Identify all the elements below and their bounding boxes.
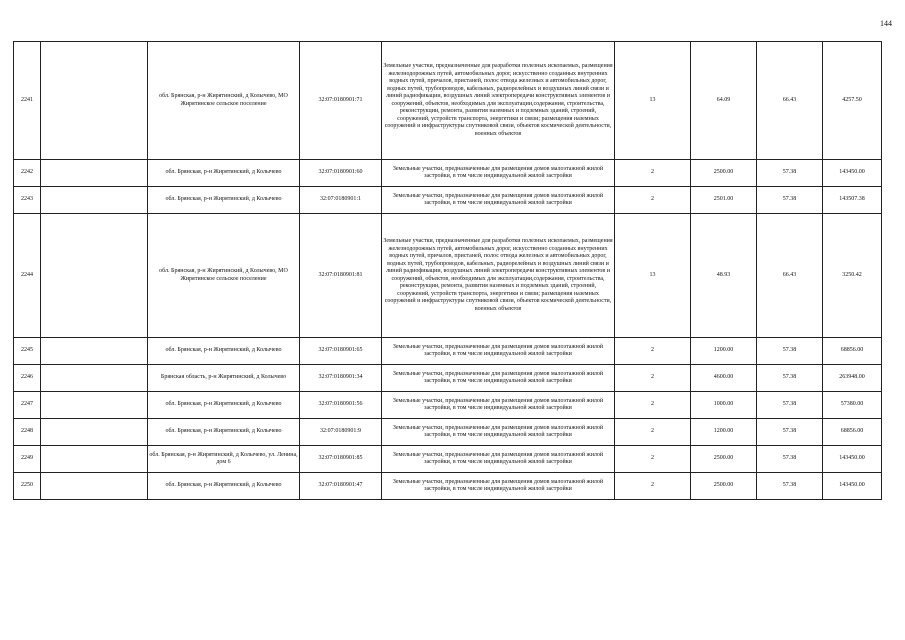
empty-cell: [41, 419, 148, 446]
price-cell: 57.38: [757, 446, 823, 473]
cadastral-number-cell: 32:07:0180901:85: [300, 446, 382, 473]
row-number: 2250: [14, 473, 41, 500]
address-cell: обл. Брянская, р-н Жирятинский, д Колычево: [148, 187, 300, 214]
cadastral-number-cell: 32:07:0180901:1: [300, 187, 382, 214]
land-use-cell: Земельные участки, предназначенные для размещения домов малоэтажной жилой застройки, в том числе индивидуальной жилой застройки: [382, 187, 615, 214]
price-cell: 57.38: [757, 338, 823, 365]
cost-cell: 68856.00: [823, 338, 882, 365]
address-cell: обл. Брянская, р-н Жирятинский, д Колычево, ул. Ленина, дом 6: [148, 446, 300, 473]
page-number: 144: [880, 19, 892, 28]
row-number: 2247: [14, 392, 41, 419]
empty-cell: [41, 187, 148, 214]
area-cell: 1000.00: [691, 392, 757, 419]
area-cell: 2500.00: [691, 473, 757, 500]
cadastral-number-cell: 32:07:0180901:56: [300, 392, 382, 419]
use-code-cell: 2: [615, 338, 691, 365]
cost-cell: 57380.00: [823, 392, 882, 419]
table-row: [14, 214, 882, 338]
empty-cell: [41, 473, 148, 500]
area-cell: 2501.00: [691, 187, 757, 214]
address-cell: обл. Брянская, р-н Жирятинский, д Колычево: [148, 473, 300, 500]
use-code-cell: 2: [615, 187, 691, 214]
table-row: [14, 365, 882, 392]
empty-cell: [41, 392, 148, 419]
empty-cell: [41, 42, 148, 160]
cadastral-number-cell: 32:07:0180901:34: [300, 365, 382, 392]
row-number: 2246: [14, 365, 41, 392]
land-use-cell: Земельные участки, предназначенные для размещения домов малоэтажной жилой застройки, в том числе индивидуальной жилой застройки: [382, 392, 615, 419]
row-number: 2249: [14, 446, 41, 473]
table-row: [14, 160, 882, 187]
price-cell: 57.38: [757, 392, 823, 419]
land-register-table: [13, 41, 882, 500]
table-row: [14, 42, 882, 160]
use-code-cell: 2: [615, 160, 691, 187]
address-cell: обл. Брянская, р-н Жирятинский, д Колычево: [148, 338, 300, 365]
area-cell: 2500.00: [691, 160, 757, 187]
price-cell: 57.38: [757, 187, 823, 214]
price-cell: 66.43: [757, 42, 823, 160]
land-use-cell: Земельные участки, предназначенные для размещения домов малоэтажной жилой застройки, в том числе индивидуальной жилой застройки: [382, 160, 615, 187]
land-use-cell: Земельные участки, предназначенные для размещения домов малоэтажной жилой застройки, в том числе индивидуальной жилой застройки: [382, 419, 615, 446]
land-use-cell: Земельные участки, предназначенные для размещения домов малоэтажной жилой застройки, в том числе индивидуальной жилой застройки: [382, 365, 615, 392]
area-cell: 1200.00: [691, 419, 757, 446]
area-cell: 4600.00: [691, 365, 757, 392]
cost-cell: 143450.00: [823, 473, 882, 500]
cost-cell: 68856.00: [823, 419, 882, 446]
area-cell: 48.93: [691, 214, 757, 338]
cadastral-number-cell: 32:07:0180901:9: [300, 419, 382, 446]
table-row: [14, 187, 882, 214]
use-code-cell: 2: [615, 365, 691, 392]
empty-cell: [41, 214, 148, 338]
row-number: 2244: [14, 214, 41, 338]
cadastral-number-cell: 32:07:0180901:65: [300, 338, 382, 365]
address-cell: обл. Брянская, р-н Жирятинский, д Колычево, МО Жирятинское сельское поселение: [148, 214, 300, 338]
area-cell: 2500.00: [691, 446, 757, 473]
cadastral-number-cell: 32:07:0180901:81: [300, 214, 382, 338]
cadastral-number-cell: 32:07:0180901:71: [300, 42, 382, 160]
use-code-cell: 2: [615, 392, 691, 419]
empty-cell: [41, 365, 148, 392]
row-number: 2245: [14, 338, 41, 365]
address-cell: Брянская область, р-н Жирятинский, д Колычево: [148, 365, 300, 392]
table-row: [14, 338, 882, 365]
cost-cell: 143507.38: [823, 187, 882, 214]
table-row: [14, 392, 882, 419]
price-cell: 57.38: [757, 160, 823, 187]
address-cell: обл. Брянская, р-н Жирятинский, д Колычево: [148, 160, 300, 187]
empty-cell: [41, 446, 148, 473]
address-cell: обл. Брянская, р-н Жирятинский, д Колычево: [148, 392, 300, 419]
use-code-cell: 2: [615, 446, 691, 473]
price-cell: 57.38: [757, 419, 823, 446]
price-cell: 57.38: [757, 365, 823, 392]
row-number: 2242: [14, 160, 41, 187]
land-use-cell: Земельные участки, предназначенные для размещения домов малоэтажной жилой застройки, в том числе индивидуальной жилой застройки: [382, 338, 615, 365]
empty-cell: [41, 160, 148, 187]
row-number: 2243: [14, 187, 41, 214]
price-cell: 66.43: [757, 214, 823, 338]
area-cell: 1200.00: [691, 338, 757, 365]
area-cell: 64.09: [691, 42, 757, 160]
address-cell: обл. Брянская, р-н Жирятинский, д Колычево: [148, 419, 300, 446]
cost-cell: 143450.00: [823, 446, 882, 473]
row-number: 2241: [14, 42, 41, 160]
use-code-cell: 2: [615, 419, 691, 446]
use-code-cell: 13: [615, 214, 691, 338]
table-row: [14, 446, 882, 473]
land-use-cell: Земельные участки, предназначенные для размещения домов малоэтажной жилой застройки, в том числе индивидуальной жилой застройки: [382, 473, 615, 500]
use-code-cell: 13: [615, 42, 691, 160]
cost-cell: 263948.00: [823, 365, 882, 392]
cadastral-number-cell: 32:07:0180901:60: [300, 160, 382, 187]
row-number: 2248: [14, 419, 41, 446]
empty-cell: [41, 338, 148, 365]
cadastral-number-cell: 32:07:0180901:47: [300, 473, 382, 500]
land-use-cell: Земельные участки, предназначенные для размещения домов малоэтажной жилой застройки, в том числе индивидуальной жилой застройки: [382, 446, 615, 473]
land-use-cell: Земельные участки, предназначенные для разработки полезных ископаемых, размещения железнодорожных путей, автомобильных дорог, искусственно созданных внутренних водных путей, причалов, пристаней, полос отвода железных и автомобильных дорог, водных путей, трубопроводов, кабельных, радиорелейных и воздушных линий связи и линий радиофикации, воздушных линий электропередачи конструктивных элементов и сооружений, объектов, необходимых для эксплуатации,содержания, строительства, реконструкции, ремонта, развития наземных и подземных зданий, строений, сооружений, устройств транспорта, энергетики и связи; размещения наземных сооружений и инфраструктуры спутниковой связи, объектов космической деятельности, военных объектов: [382, 42, 615, 160]
price-cell: 57.38: [757, 473, 823, 500]
land-use-cell: Земельные участки, предназначенные для разработки полезных ископаемых, размещения железнодорожных путей, автомобильных дорог, искусственно созданных внутренних водных путей, причалов, пристаней, полос отвода железных и автомобильных дорог, водных путей, трубопроводов, кабельных, радиорелейных и воздушных линий связи и линий радиофикации, воздушных линий электропередачи конструктивных элементов и сооружений, объектов, необходимых для эксплуатации,содержания, строительства, реконструкции, ремонта, развития наземных и подземных зданий, строений, сооружений, устройств транспорта, энергетики и связи; размещения наземных сооружений и инфраструктуры спутниковой связи, объектов космической деятельности, военных объектов: [382, 214, 615, 338]
use-code-cell: 2: [615, 473, 691, 500]
cost-cell: 143450.00: [823, 160, 882, 187]
table-row: [14, 473, 882, 500]
cost-cell: 4257.50: [823, 42, 882, 160]
table-row: [14, 419, 882, 446]
address-cell: обл. Брянская, р-н Жирятинский, д Колычево, МО Жирятинское сельское поселение: [148, 42, 300, 160]
cost-cell: 3250.42: [823, 214, 882, 338]
